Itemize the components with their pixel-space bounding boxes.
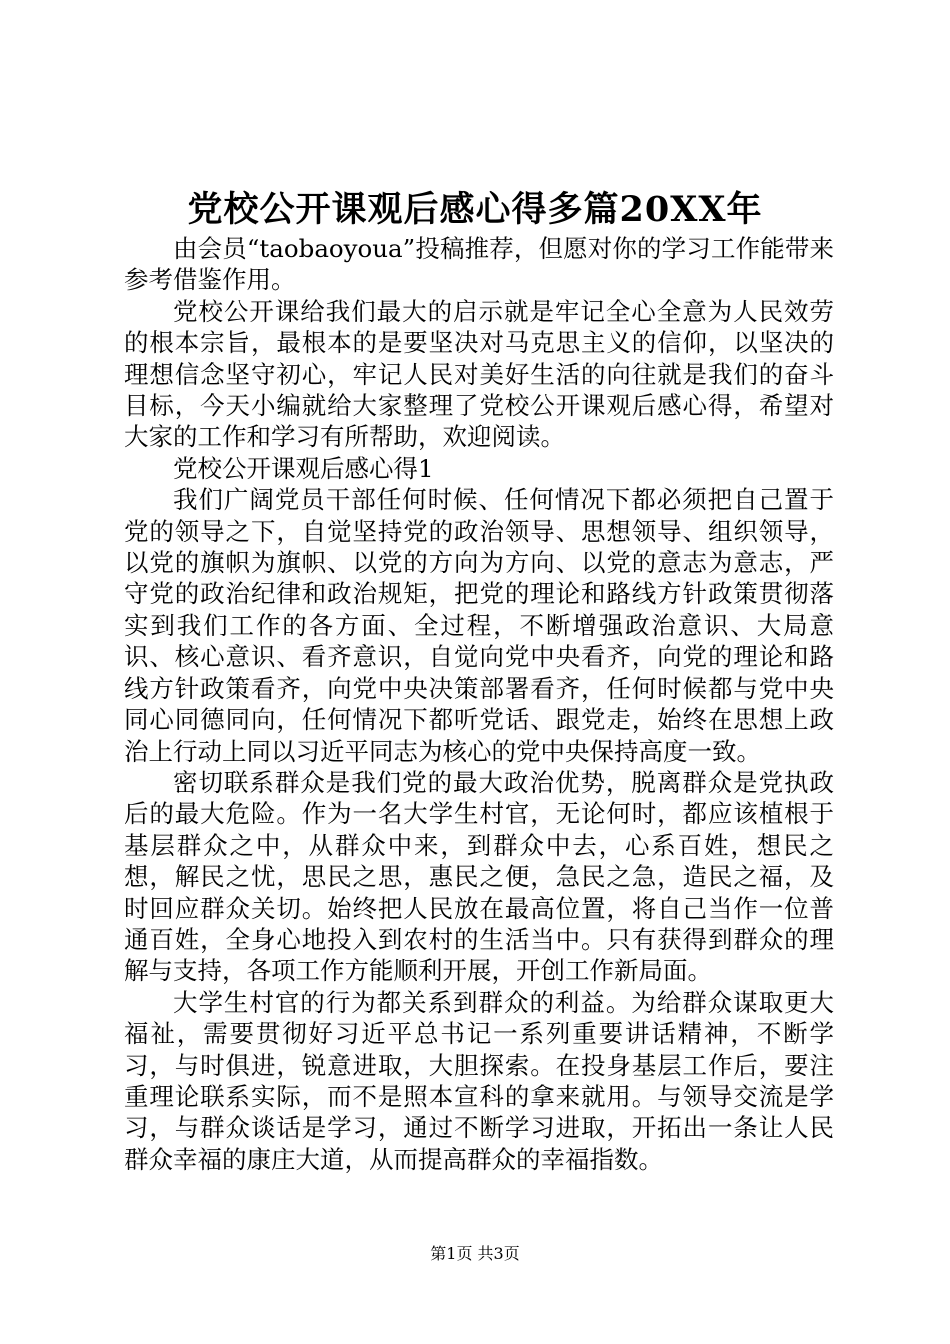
summary-paragraph: 党校公开课给我们最大的启示就是牢记全心全意为人民效劳的根本宗旨，最根本的是要坚决对马克思主义的信仰，以坚决的理想信念坚守初心，牢记人民对美好生活的向往就是我们的奋斗目标，今天小编就给大家整理了党校公开课观后感心得，希望对大家的工作和学习有所帮助，欢迎阅读。 bbox=[124, 296, 834, 452]
body-paragraph: 大学生村官的行为都关系到群众的利益。为给群众谋取更大福祉，需要贯彻好习近平总书记一系列重要讲话精神，不断学习，与时俱进，锐意进取，大胆探索。在投身基层工作后，要注重理论联系实际，而不是照本宣科的拿来就用。与领导交流是学习，与群众谈话是学习，通过不断学习进取，开拓出一条让人民群众幸福的康庄大道，从而提高群众的幸福指数。 bbox=[124, 987, 834, 1174]
body-paragraph: 我们广阔党员干部任何时候、任何情况下都必须把自己置于党的领导之下，自觉坚持党的政治领导、思想领导、组织领导，以党的旗帜为旗帜、以党的方向为方向、以党的意志为意志，严守党的政治纪律和政治规矩，把党的理论和路线方针政策贯彻落实到我们工作的各方面、全过程，不断增强政治意识、大局意识、核心意识、看齐意识，自觉向党中央看齐，向党的理论和路线方针政策看齐，向党中央决策部署看齐，任何时候都与党中央同心同德同向，任何情况下都听党话、跟党走，始终在思想上政治上行动上同以习近平同志为核心的党中央保持高度一致。 bbox=[124, 485, 834, 766]
section-heading: 党校公开课观后感心得1 bbox=[173, 453, 434, 483]
page-number: 第1页 共3页 bbox=[430, 1244, 520, 1263]
body-paragraph: 密切联系群众是我们党的最大政治优势，脱离群众是党执政后的最大危险。作为一名大学生村官，无论何时，都应该植根于基层群众之中，从群众中来，到群众中去，心系百姓，想民之想，解民之忧，思民之思，惠民之便，急民之急，造民之福，及时回应群众关切。始终把人民放在最高位置，将自己当作一位普通百姓，全身心地投入到农村的生活当中。只有获得到群众的理解与支持，各项工作方能顺利开展，开创工作新局面。 bbox=[124, 767, 834, 986]
document-title: 党校公开课观后感心得多篇20XX年 bbox=[187, 189, 763, 230]
document-body bbox=[124, 233, 834, 1175]
intro-paragraph: 由会员“taobaoyoua”投稿推荐，但愿对你的学习工作能带来参考借鉴作用。 bbox=[124, 234, 834, 295]
